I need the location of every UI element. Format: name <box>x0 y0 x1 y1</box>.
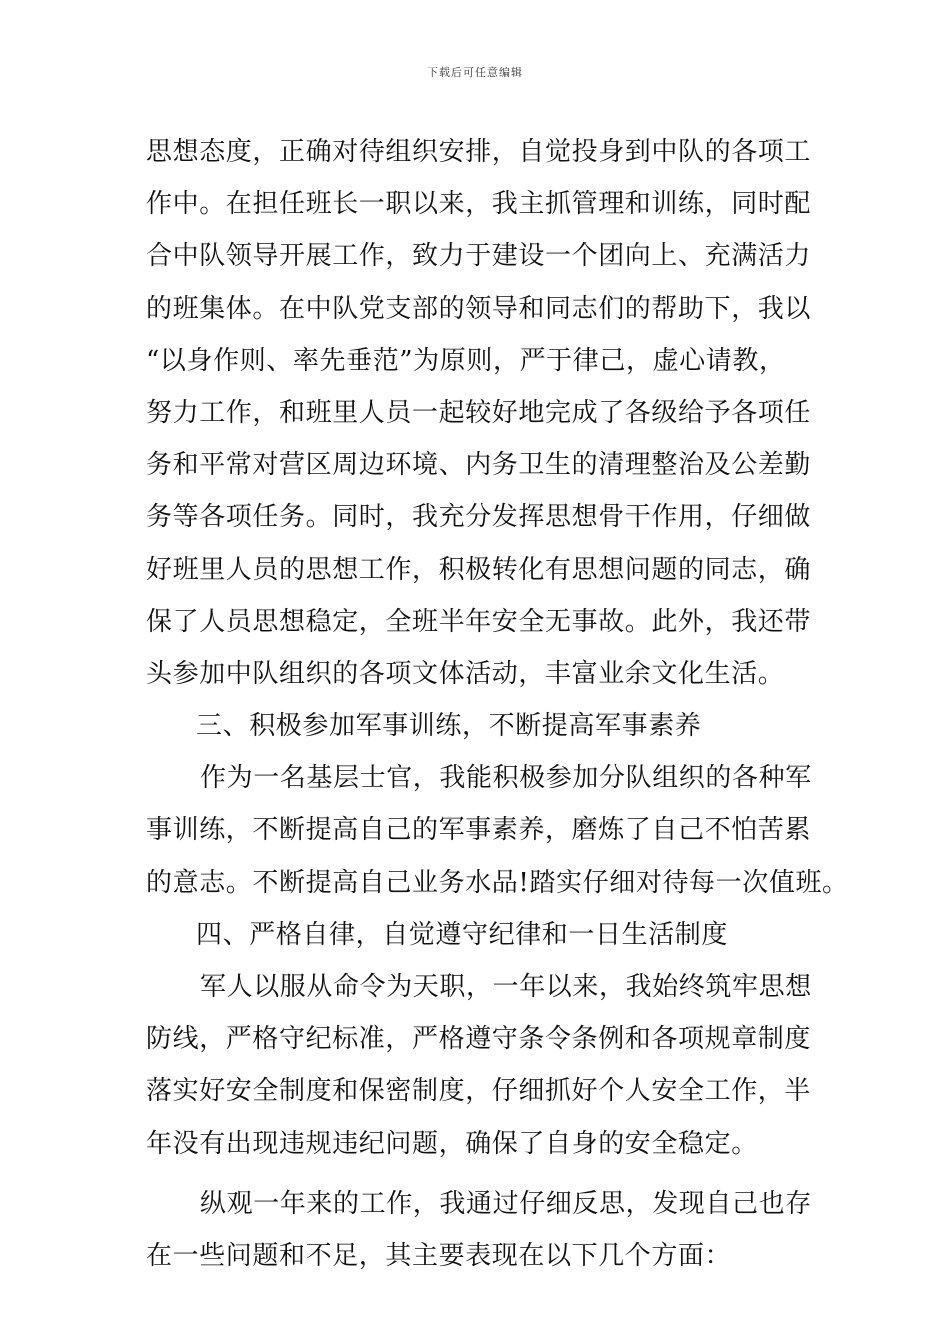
text-line: 作为一名基层士官，我能积极参加分队组织的各种军 <box>200 763 812 794</box>
text-line: 合中队领导开展工作，致力于建设一个团向上、充满活力 <box>146 241 812 272</box>
text-line: 努力工作，和班里人员一起较好地完成了各级给予各项任 <box>146 397 812 428</box>
text-line: 年没有出现违规违纪问题，确保了自身的安全稳定。 <box>146 1128 758 1159</box>
text-line: 保了人员思想稳定，全班半年安全无事故。此外，我还带 <box>146 606 812 637</box>
text-line: 思想态度，正确对待组织安排，自觉投身到中队的各项工 <box>146 137 812 167</box>
text-line: 纵观一年来的工作，我通过仔细反思，发现自己也存 <box>200 1188 812 1219</box>
text-line: 头参加中队组织的各项文体活动，丰富业余文化生活。 <box>146 658 785 689</box>
document-body <box>146 126 849 1282</box>
text-line: 务和平常对营区周边环境、内务卫生的清理整治及公差勤 <box>146 450 812 481</box>
text-line: 事训练，不断提高自己的军事素养，磨炼了自己不怕苦累 <box>146 815 812 846</box>
text-line: 在一些问题和不足，其主要表现在以下几个方面： <box>146 1240 732 1271</box>
text-line: 落实好安全制度和保密制度，仔细抓好个人安全工作，半 <box>146 1076 812 1107</box>
text-line: 好班里人员的思想工作，积极转化有思想问题的同志，确 <box>146 554 812 585</box>
page-header: 下载后可任意编辑 <box>427 66 523 79</box>
text-line: 作中。在担任班长一职以来，我主抓管理和训练，同时配 <box>146 189 812 220</box>
section-heading: 三、积极参加军事训练，不断提高军事素养 <box>196 711 702 742</box>
text-line: 的意志。不断提高自己业务水品!踏实仔细对待每一次值班。 <box>146 867 849 898</box>
text-line: “以身作则、率先垂范”为原则，严于律己，虚心请教， <box>146 345 786 376</box>
text-line: 的班集体。在中队党支部的领导和同志们的帮助下，我以 <box>146 293 812 324</box>
text-line: 防线，严格守纪标准，严格遵守条令条例和各项规章制度 <box>146 1024 812 1055</box>
section-heading: 四、严格自律，自觉遵守纪律和一日生活制度 <box>196 919 729 950</box>
text-line: 军人以服从命令为天职，一年以来，我始终筑牢思想 <box>200 972 812 1002</box>
text-line: 务等各项任务。同时，我充分发挥思想骨干作用，仔细做 <box>146 502 812 533</box>
